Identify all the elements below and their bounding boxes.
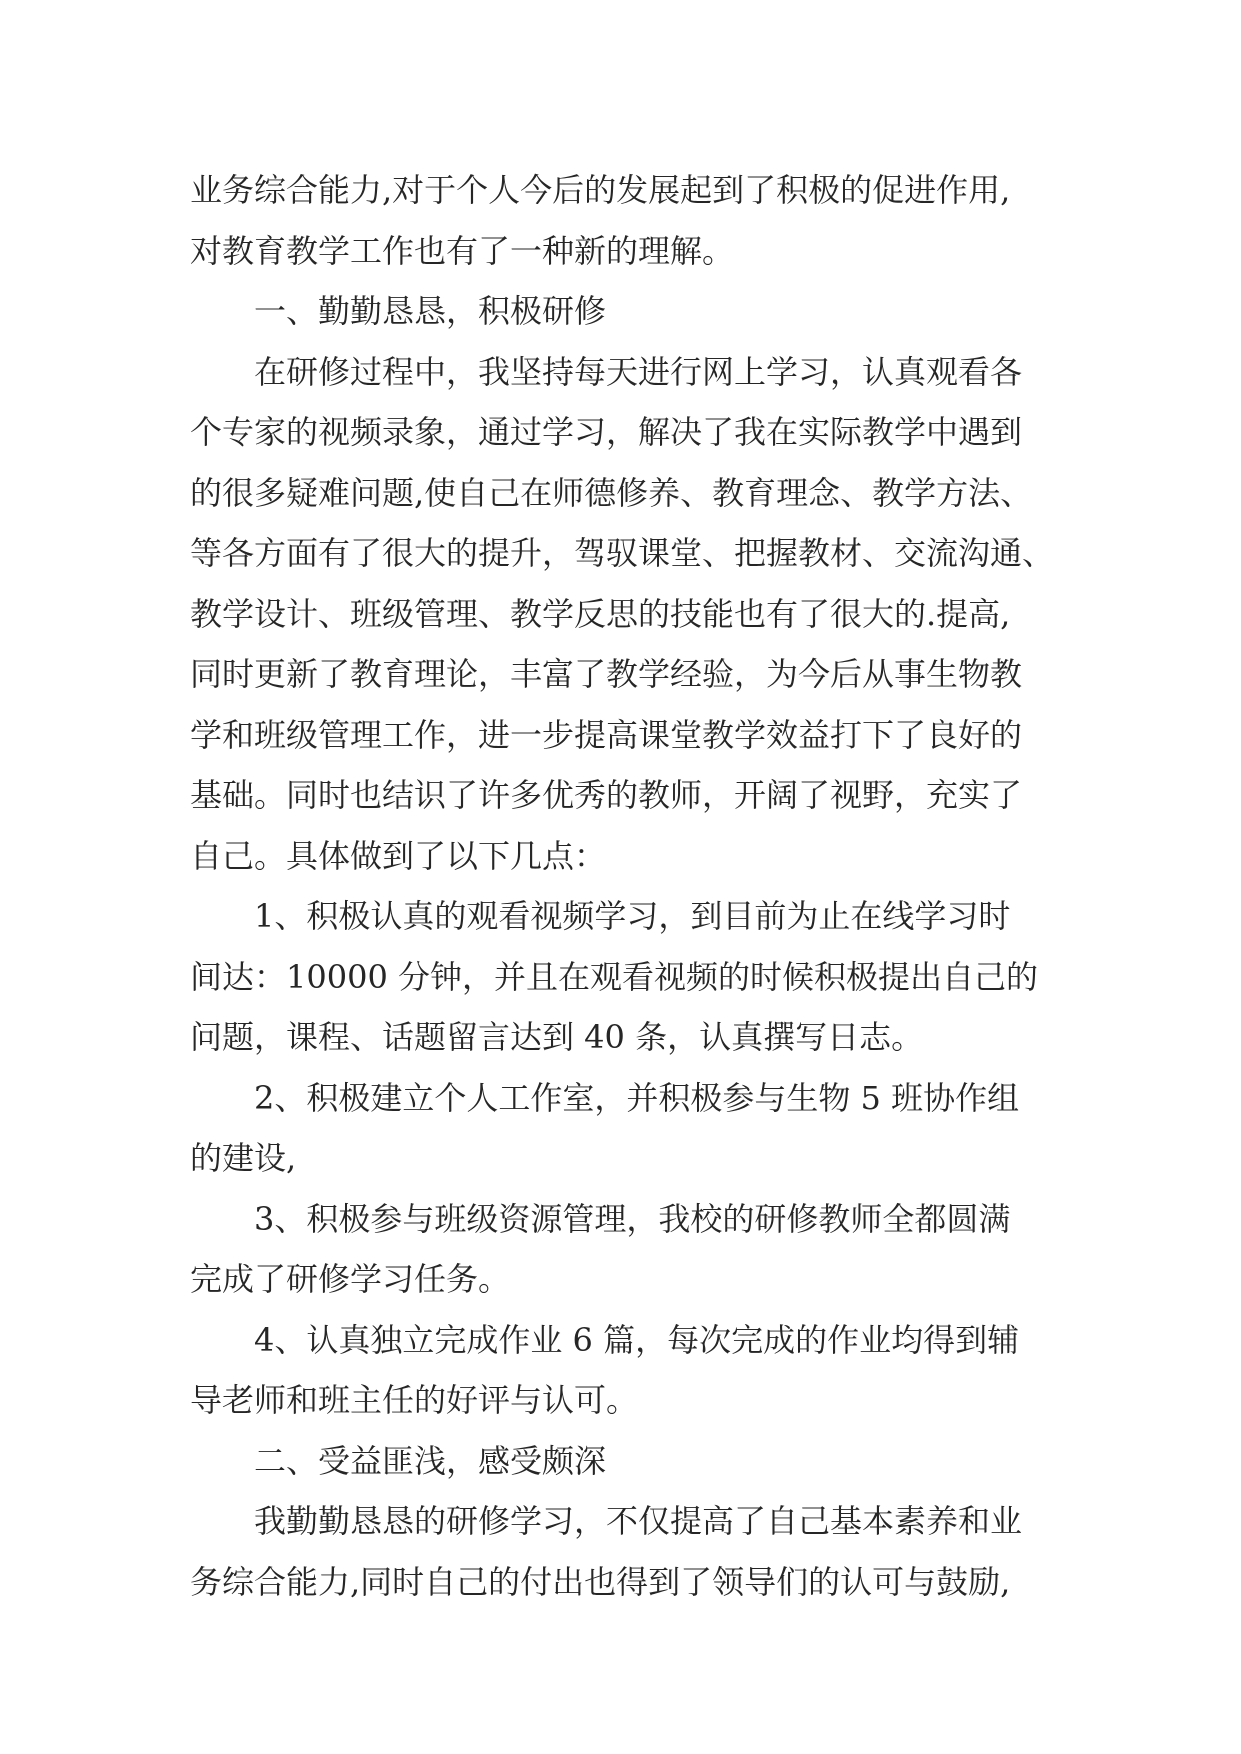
list-item: 3、积极参与班级资源管理，我校的研修教师全都圆满 xyxy=(254,1199,1011,1238)
text-line: 在研修过程中，我坚持每天进行网上学习，认真观看各 xyxy=(254,352,1023,391)
section-heading: 一、勤勤恳恳，积极研修 xyxy=(254,292,607,330)
text-line: 学和班级管理工作，进一步提高课堂教学效益打下了良好的 xyxy=(190,715,1023,754)
section-heading: 二、受益匪浅，感受颇深 xyxy=(254,1441,607,1480)
list-item: 4、认真独立完成作业 6 篇，每次完成的作业均得到辅 xyxy=(254,1320,1020,1359)
text-line: 等各方面有了很大的提升，驾驭课堂、把握教材、交流沟通、 xyxy=(190,534,1055,572)
text-line: 同时更新了教育理论，丰富了教学经验，为今后从事生物教 xyxy=(190,655,1023,693)
list-item: 2、积极建立个人工作室，并积极参与生物 5 班协作组 xyxy=(254,1078,1020,1117)
text-line: 导老师和班主任的好评与认可。 xyxy=(190,1381,639,1419)
text-line: 教学设计、班级管理、教学反思的技能也有了很大的.提高, xyxy=(190,594,1011,633)
text-line: 对教育教学工作也有了一种新的理解。 xyxy=(190,231,735,270)
text-line: 自己。具体做到了以下几点： xyxy=(190,836,607,875)
text-line: 问题，课程、话题留言达到 40 条，认真撰写日志。 xyxy=(190,1018,924,1056)
text-line: 的很多疑难问题,使自己在师德修养、教育理念、教学方法、 xyxy=(190,473,1033,512)
text-line: 完成了研修学习任务。 xyxy=(190,1260,511,1298)
text-line: 我勤勤恳恳的研修学习，不仅提高了自己基本素养和业 xyxy=(254,1502,1023,1540)
document-body xyxy=(190,160,1060,1612)
text-line: 间达：10000 分钟，并且在观看视频的时候积极提出自己的 xyxy=(190,957,1038,996)
text-line: 务综合能力,同时自己的付出也得到了领导们的认可与鼓励, xyxy=(190,1562,1011,1601)
text-line: 个专家的视频录象，通过学习，解决了我在实际教学中遇到 xyxy=(190,413,1023,451)
text-line: 业务综合能力,对于个人今后的发展起到了积极的促进作用, xyxy=(190,171,1011,209)
text-line: 基础。同时也结识了许多优秀的教师，开阔了视野，充实了 xyxy=(190,776,1023,814)
text-line: 的建设, xyxy=(190,1139,297,1177)
list-item: 1、积极认真的观看视频学习，到目前为止在线学习时 xyxy=(254,897,1011,935)
